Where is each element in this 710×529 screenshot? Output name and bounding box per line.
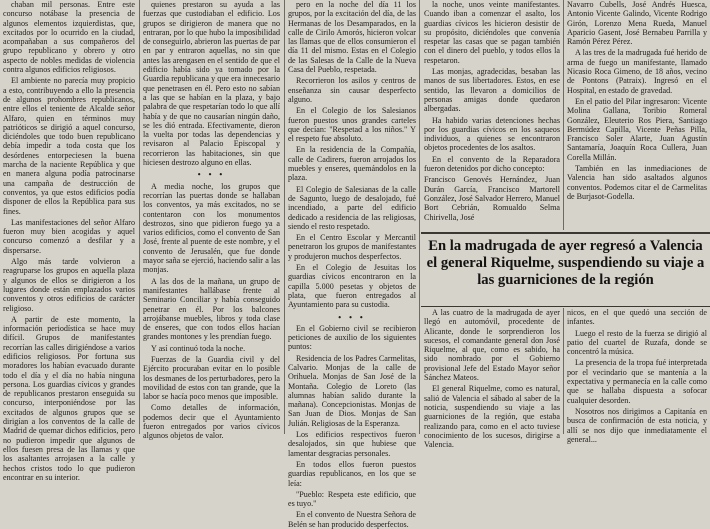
paragraph: Nosotros nos dirigimos a Capitanía en busca de confirmación de esta noticia, y allí se nos dijo que inmediatamente el general... bbox=[567, 406, 707, 444]
paragraph: A media noche, los grupos que recorrían las puertas donde se hallaban los conventos, ya más excitados, no se contentaron con los monumentos destrozos, sino que pidieron fuego ya a varios edificios, como el convento de San José, frente al puente de este nombre, y el convento de Jerusalén, que fue donde mayor saña se ejerció, haciendo salir a las monjas. bbox=[143, 181, 280, 275]
paragraph: A las cuatro de la madrugada de ayer llegó en automóvil, procedente de Alicante, donde le sorprendieron los sucesos, el comandante general don José Riquelme, al que, como es sabido, ha sido nombrado por el Gobierno provisional Jefe del Estado Mayor señor Sánchez Mateos. bbox=[424, 308, 560, 383]
paragraph: Luego el resto de la fuerza se dirigió al patio del cuartel de Ruzafa, donde se concentró la música. bbox=[567, 328, 707, 357]
paragraph: Fuerzas de la Guardia civil y del Ejército procuraban evitar en lo posible los desmanes de los perturbadores, pero la movilidad de estos con tan grande, que la labor se hacía poco menos que imposible. bbox=[143, 354, 280, 402]
column-rule bbox=[284, 0, 285, 434]
paragraph: A las tres de la madrugada fué herido de arma de fuego un manifestante, llamado Nicasio Roca Gimeno, de 18 años, vecino de Pontons (Patraix). Ingresó en el Hospital, en estado de gravedad. bbox=[567, 48, 707, 95]
paragraph: quienes prestaron su ayuda a las fuerzas que custodiaban el edificio. Los grupos se dirigieron de manera que no entraran, por lo que hubo la imposibilidad de conseguirlo, abrieron las puertas de par en par y entraron aquellas, no sin que antes las arengasen en el sentido de que el edificio había sido ya tomado por la Guardia republicana y que era innecesario que penetrasen en él. Pero esto no sabían a las que se habían en la plaza, y bajo palabra de que respetarían todo lo que allí había y de que no causarían ningún daño, se les dió entrada. Efectivamente, dieron la vuelta por todas las dependencias y revisaron al Palacio Episcopal y recorrieron las habitaciones, sin que hiciesen destrozo alguno en ellas. bbox=[143, 0, 280, 168]
article-headline: En la madrugada de ayer regresó a Valencia el general Riquelme, suspendiendo su viaje a las guarniciones de la región bbox=[426, 238, 705, 288]
paragraph: Como detalles de información, podemos decir que el Ayuntamiento fueron entregados por varios cívicos algunos objetos de valor. bbox=[143, 403, 280, 441]
paragraph: la noche, unos veinte manifestantes. Cuando iban a comenzar el asalto, los guardias cívicos les hicieron desistir de su propósito, diciéndoles que convenía respetar las casas que se pagan también con el dinero del pueblo, y todos ellos la respetaron. bbox=[424, 0, 560, 65]
column-rule bbox=[139, 0, 140, 434]
paragraph: En el Colegio de Jesuitas los guardias cívicos encontraron en la capilla 5.000 pesetas y objetos de plata, que fueron entregados al Ayuntamiento para su custodia. bbox=[288, 263, 416, 310]
paragraph: En la residencia de la Compañía, calle de Cadirers, fueron arrojados los muebles y enseres, quemándolos en la plaza. bbox=[288, 145, 416, 183]
headline-box bbox=[421, 232, 710, 307]
paragraph: En el convento de Nuestra Señora de Belén se han producido desperfectos. bbox=[288, 510, 416, 529]
paragraph: El general Riquelme, como es natural, salió de Valencia el sábado al saber de la noticia, suspendiendo su viaje a las guarniciones de la región, que estaba realizando para, como en el acto tuviese conocimiento de los sucesos, dirigirse a Valencia. bbox=[424, 384, 560, 450]
article-column-2 bbox=[143, 0, 280, 441]
paragraph: Las manifestaciones del señor Alfaro fueron muy bien acogidas y aquel concurso comenzó a desfilar y a dispersarse. bbox=[3, 217, 135, 255]
paragraph: chaban mil personas. Entre este concurso notábase la presencia de algunos elementos izquierdistas, que, excitados por lo ocurrido en la ciudad, acompañaban a sus compañeros del grupo republicano y obrero y otro aspecto de nobles medidas de violencia contra algunos edificios religiosos. bbox=[3, 0, 135, 75]
column-rule bbox=[563, 0, 564, 230]
column-rule bbox=[563, 308, 564, 434]
section-separator: • • • bbox=[197, 170, 226, 180]
paragraph: También en las inmediaciones de Valencia han sido asaltados algunos conventos. Podemos citar el de Carmelitas de Burjasot-Godella. bbox=[567, 164, 707, 201]
paragraph: nicos, en el que quedó una sección de infantes. bbox=[567, 308, 707, 327]
paragraph: "Pueblo: Respeta este edificio, que es tuyo." bbox=[288, 489, 416, 509]
paragraph: El ambiente no parecía muy propicio a esto, contribuyendo a ello la presencia de algunos prohombres republicanos, entre ellos el teniente de Alcalde señor Alfaro, quien en términos muy patrióticos se dirigió a aquel concurso, diciéndoles que todo buen republicano debía impedir a toda costa que los desórdenes entorpeciesen la buena marcha de la naciente República y que en manera alguna podía patrocinarse una campaña de destrucción de conventos, ya que estos edificios podía disponer de ellos la República para sus fines. bbox=[3, 76, 135, 216]
paragraph: Las monjas, agradecidas, besaban las manos de sus libertadores. Estos, en ese sentido, las llevaron a domicilios de personas amigas donde quedaron albergadas. bbox=[424, 67, 560, 114]
paragraph: pero en la noche del día 11 los grupos, por la excitación del día, de las Hermanas de los Desamparados, en la calle de Cirilo Amorós, hicieron volcar las llamas que de ellos consumieron el día 11 del mismo. Estas en el Colegio de las Salesas de la Calle de la Nueva Casa del Pueblo, respetada. bbox=[288, 0, 416, 75]
paragraph: En el Gobierno civil se recibieron peticiones de auxilio de los siguientes puntos: bbox=[288, 323, 416, 352]
article-column-bottom-right bbox=[567, 308, 707, 444]
paragraph: En el Centro Escolar y Mercantil penetraron los grupos de manifestantes y produjeron muchos desperfectos. bbox=[288, 233, 416, 261]
paragraph: Y así continuó toda la noche. bbox=[151, 343, 246, 353]
article-column-4 bbox=[424, 0, 560, 230]
paragraph: Residencia de los Padres Carmelitas, Calvario. Monjas de la calle de Orihuela. Monjas de San José de la Montaña. Colegio de Loreto (las alumnas habían salido durante la mañana). Concepcionistas. Monjas de San Juan de Dios. Monjas de San Julián. Religiosas de la Esperanza. bbox=[288, 353, 416, 428]
detainee-names: Navarro Cubells, José Andrés Huesca, Antonio Vicente Galindo, Vicente Rodrigo Girón, Lorenzo Mena Rueda, Manuel Aparicio Gasent, José Bernabeu Parrilla y Ramón Pérez Pérez. bbox=[567, 0, 707, 47]
article-column-1 bbox=[3, 0, 135, 482]
section-separator: • • • bbox=[338, 312, 366, 322]
paragraph: Recorrieron los asilos y centros de enseñanza sin causar desperfecto alguno. bbox=[288, 76, 416, 104]
paragraph: Ha habido varias detenciones hechas por los guardias cívicos en los saqueos individuos, a quienes se encontraron objetos procedentes de los asaltos. bbox=[424, 115, 560, 153]
paragraph: El Colegio de Salesianas de la calle de Sagunto, luego de desalojado, fué incendiado, a parte del edificio dedicado a residencia de las religiosas, siendo el resto respetado. bbox=[288, 184, 416, 231]
paragraph: Los edificios respectivos fueron desalojados, sin que hubiese que lamentar desgracias personales. bbox=[288, 430, 416, 458]
paragraph: La presencia de la tropa fué interpretada por el vecindario que se mantenía a la expectativa y permanecía en la calle como que se hallaba dispuesta a sofocar cualquier desorden. bbox=[567, 358, 707, 405]
column-rule bbox=[419, 0, 420, 434]
paragraph: En el convento de la Reparadora fueron detenidos por dicho concepto: bbox=[424, 154, 560, 174]
paragraph: Algo más tarde volvieron a reagruparse los grupos en aquella plaza y algunos de ellos se dirigieron a los lugares donde están emplazados varios conventos y otros edificios de carácter religioso. bbox=[3, 257, 135, 313]
detainee-names: Francisco Genovés Hernández, Juan Durán García, Francisco Martorell González, José Salvador Herrero, Manuel Bort Cebrián, Romualdo Selma Chirivella, José bbox=[424, 175, 560, 222]
paragraph: En el Colegio de los Salesianos fueron puestos unos grandes carteles que decían: "Respetad a los niños." Y el respeto fue absoluto. bbox=[288, 106, 416, 144]
article-column-3 bbox=[288, 0, 416, 529]
paragraph: A partir de este momento, la información periodística se hace muy difícil. Grupos de manifestantes recorrían las calles dirigiéndose a varios edificios religiosos. Por fortuna sus moradores los habían evacuado durante todo el día y el día no había ninguna persona. Los guardias cívicos y grandes de republicanos prestaron enseguida su concurso, interponiéndose por las excitados de algunos grupos que se dirigían a los conventos de la calle de Madrid de quemar dichos edificios, pero no pudieron impedir que algunos de ellos fuesen presa de las llamas y que los asaltantes arrojasen a la calle y hechos cristos todo lo que pudieron encontrar en su interior. bbox=[3, 314, 135, 482]
article-column-5 bbox=[567, 0, 707, 230]
paragraph: A las dos de la mañana, un grupo de manifestantes hallábase frente al Seminario Conciliar y había conseguido penetrar en él. Por los balcones arrojábanse muebles, libros y toda clase de enseres, que con todos ellos hacían grandes montones y les prendían fuego. bbox=[143, 276, 280, 342]
article-column-bottom-left bbox=[424, 308, 560, 450]
paragraph: En todos ellos fueron puestos guardias republicanos, en los que se leía: bbox=[288, 459, 416, 488]
paragraph: En el patio del Pilar ingresaron: Vicente Molina Gallana, Toribio Romeral González, Eleuterio Ros Piera, Santiago Bermúdez Capilla, Vicente Peñas Pilla, Francisco Soler Alarte, Juan Agustín Santamaría, Joaquín Roca Cullera, Juan Corella Millán. bbox=[567, 96, 707, 162]
